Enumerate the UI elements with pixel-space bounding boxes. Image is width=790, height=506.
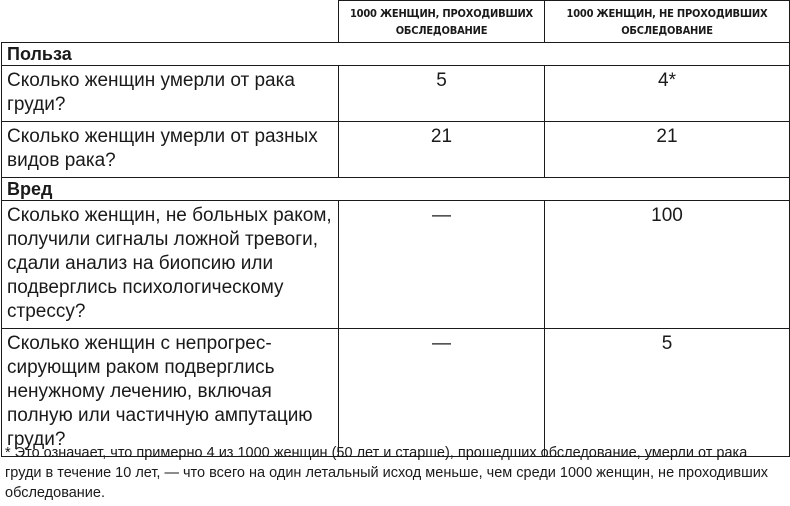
row-question: Сколько женщин с непрогрессирующим раком подверглись ненужному лечению, включая полную или частичную ампутацию груди?: [2, 329, 339, 457]
row-question: Сколько женщин умерли от рака груди?: [2, 66, 339, 122]
section-row-harm: [2, 178, 790, 201]
header-not-screened: 1000 ЖЕНЩИН, НЕ ПРОХОДИВШИХ ОБСЛЕДОВАНИЕ: [545, 1, 790, 43]
table-row: [2, 329, 790, 457]
row-screened-value: 5: [339, 66, 545, 122]
table-row: [2, 66, 790, 122]
section-harm: Вред: [2, 178, 790, 201]
row-screened-value: —: [339, 201, 545, 329]
row-screened-value: —: [339, 329, 545, 457]
screening-table: [1, 0, 790, 457]
table-row: [2, 122, 790, 178]
row-not-screened-value: 5: [545, 329, 790, 457]
row-not-screened-value: 4*: [545, 66, 790, 122]
section-row-benefit: [2, 43, 790, 66]
section-benefit: Польза: [2, 43, 790, 66]
header-blank-cell: [2, 1, 339, 43]
row-not-screened-value: 100: [545, 201, 790, 329]
row-question: Сколько женщин умерли от разных видов рака?: [2, 122, 339, 178]
row-question: Сколько женщин, не больных раком, получили сигналы ложной тревоги, сдали анализ на биопсию или подверглись психологическому стрессу?: [2, 201, 339, 329]
header-row: [2, 1, 790, 43]
table-row: [2, 201, 790, 329]
row-screened-value: 21: [339, 122, 545, 178]
footnote: * Это означает, что примерно 4 из 1000 женщин (50 лет и старше), прошедших обследование, умерли от рака груди в течение 10 лет, — что всего на один летальный исход меньше, чем среди 1000 женщин, не проходивших обследование.: [5, 445, 769, 501]
row-not-screened-value: 21: [545, 122, 790, 178]
header-screened: 1000 ЖЕНЩИН, ПРОХОДИВШИХ ОБСЛЕДОВАНИЕ: [339, 1, 545, 43]
